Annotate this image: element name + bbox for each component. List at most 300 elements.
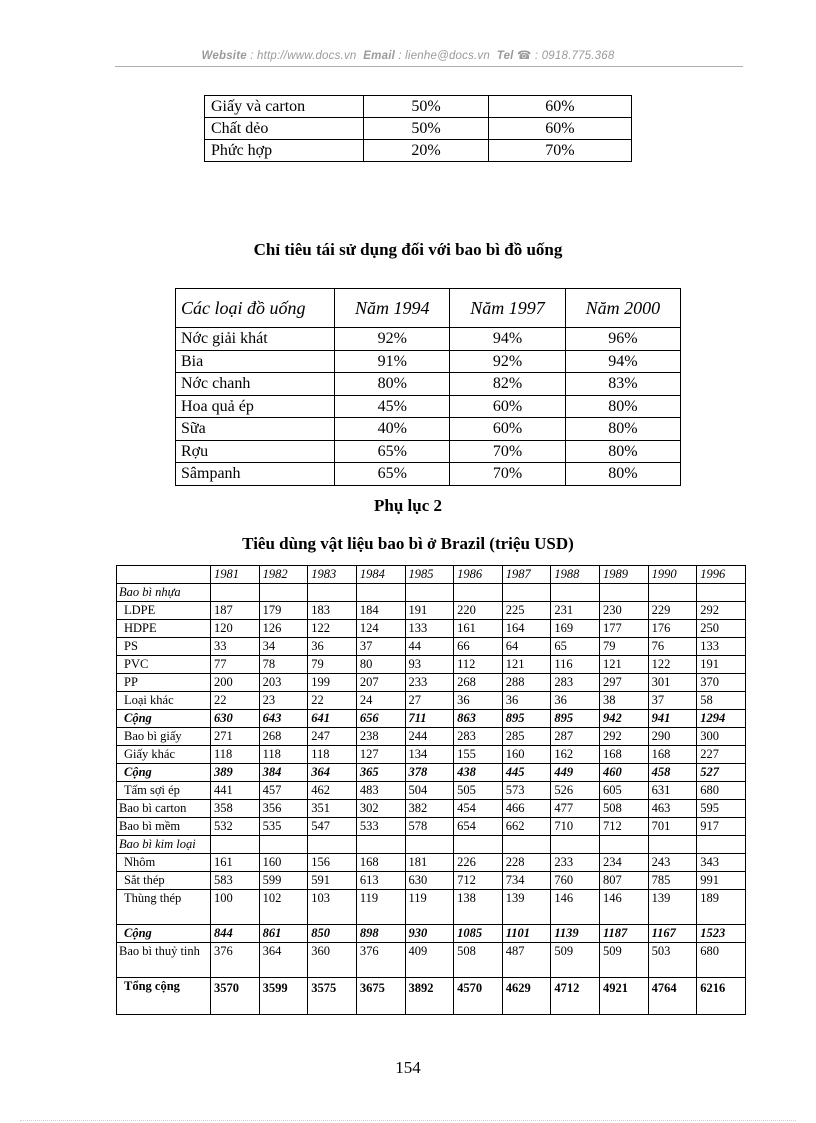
value-cell: 36 — [454, 692, 503, 710]
value-cell — [356, 584, 405, 602]
value-cell: 37 — [356, 638, 405, 656]
percent-cell: 82% — [450, 373, 565, 396]
value-cell: 290 — [648, 728, 697, 746]
column-header: Năm 2000 — [565, 289, 680, 328]
value-cell — [502, 836, 551, 854]
value-cell: 164 — [502, 620, 551, 638]
table-row — [117, 782, 746, 800]
value-cell: 477 — [551, 800, 600, 818]
value-cell: 233 — [405, 674, 454, 692]
value-cell: 119 — [356, 890, 405, 925]
value-cell: 127 — [356, 746, 405, 764]
value-cell: 630 — [211, 710, 260, 728]
value-cell: 121 — [600, 656, 649, 674]
value-cell — [405, 584, 454, 602]
value-cell: 155 — [454, 746, 503, 764]
value-cell: 169 — [551, 620, 600, 638]
table-row — [205, 140, 632, 162]
value-cell: 734 — [502, 872, 551, 890]
year-header: 1987 — [502, 566, 551, 584]
tel-label: Tel — [496, 50, 514, 62]
beverage-label: Sâmpanh — [176, 463, 335, 486]
value-cell: 118 — [259, 746, 308, 764]
percent-cell: 96% — [565, 328, 680, 351]
table-row — [117, 854, 746, 872]
value-cell: 146 — [600, 890, 649, 925]
value-cell: 160 — [502, 746, 551, 764]
table-row — [117, 800, 746, 818]
value-cell: 126 — [259, 620, 308, 638]
value-cell: 942 — [600, 710, 649, 728]
value-cell: 509 — [551, 943, 600, 978]
value-cell: 122 — [308, 620, 357, 638]
value-cell: 168 — [648, 746, 697, 764]
value-cell: 4570 — [454, 978, 503, 1015]
year-header: 1985 — [405, 566, 454, 584]
percent-cell: 20% — [364, 140, 489, 162]
value-cell: 3570 — [211, 978, 260, 1015]
value-cell: 191 — [405, 602, 454, 620]
value-cell: 292 — [600, 728, 649, 746]
value-cell: 463 — [648, 800, 697, 818]
value-cell: 487 — [502, 943, 551, 978]
value-cell: 287 — [551, 728, 600, 746]
material-label: Chất dẻo — [205, 118, 364, 140]
value-cell: 36 — [308, 638, 357, 656]
row-label: PP — [117, 674, 211, 692]
value-cell: 384 — [259, 764, 308, 782]
value-cell: 4712 — [551, 978, 600, 1015]
value-cell — [697, 836, 746, 854]
beverage-label: Sữa — [176, 418, 335, 441]
value-cell: 364 — [308, 764, 357, 782]
table-row — [117, 872, 746, 890]
value-cell: 80 — [356, 656, 405, 674]
value-cell: 917 — [697, 818, 746, 836]
value-cell — [211, 836, 260, 854]
value-cell: 271 — [211, 728, 260, 746]
value-cell: 93 — [405, 656, 454, 674]
value-cell: 199 — [308, 674, 357, 692]
value-cell — [502, 584, 551, 602]
value-cell: 189 — [697, 890, 746, 925]
row-label: PS — [117, 638, 211, 656]
row-label: Cộng — [117, 925, 211, 943]
value-cell: 181 — [405, 854, 454, 872]
percent-cell: 40% — [335, 418, 450, 441]
value-cell — [308, 836, 357, 854]
table-row — [117, 818, 746, 836]
percent-cell: 92% — [335, 328, 450, 351]
value-cell — [551, 836, 600, 854]
table-row — [176, 373, 681, 396]
value-cell: 231 — [551, 602, 600, 620]
value-cell: 1167 — [648, 925, 697, 943]
value-cell: 680 — [697, 782, 746, 800]
value-cell: 351 — [308, 800, 357, 818]
percent-cell: 92% — [450, 350, 565, 373]
year-header: 1982 — [259, 566, 308, 584]
value-cell: 382 — [405, 800, 454, 818]
email-label: Email — [363, 50, 395, 62]
value-cell: 654 — [454, 818, 503, 836]
value-cell: 760 — [551, 872, 600, 890]
column-header: Năm 1994 — [335, 289, 450, 328]
value-cell: 438 — [454, 764, 503, 782]
beverage-label: Hoa quả ép — [176, 395, 335, 418]
value-cell: 605 — [600, 782, 649, 800]
value-cell: 505 — [454, 782, 503, 800]
value-cell: 535 — [259, 818, 308, 836]
percent-cell: 60% — [488, 96, 631, 118]
value-cell: 79 — [600, 638, 649, 656]
value-cell: 710 — [551, 818, 600, 836]
value-cell: 656 — [356, 710, 405, 728]
tel-value: ☎ : 0918.775.368 — [516, 50, 615, 62]
year-header: 1989 — [600, 566, 649, 584]
value-cell: 300 — [697, 728, 746, 746]
appendix-heading: Phụ lục 2 — [373, 496, 443, 515]
value-cell: 118 — [211, 746, 260, 764]
year-header: 1984 — [356, 566, 405, 584]
value-cell: 4921 — [600, 978, 649, 1015]
beverage-label: Rợu — [176, 440, 335, 463]
value-cell: 358 — [211, 800, 260, 818]
value-cell: 161 — [454, 620, 503, 638]
value-cell: 527 — [697, 764, 746, 782]
value-cell: 460 — [600, 764, 649, 782]
row-label: Loại khác — [117, 692, 211, 710]
value-cell: 77 — [211, 656, 260, 674]
value-cell: 701 — [648, 818, 697, 836]
value-cell: 139 — [648, 890, 697, 925]
value-cell: 863 — [454, 710, 503, 728]
value-cell: 376 — [211, 943, 260, 978]
value-cell: 38 — [600, 692, 649, 710]
percent-cell: 80% — [565, 395, 680, 418]
value-cell: 288 — [502, 674, 551, 692]
value-cell: 243 — [648, 854, 697, 872]
value-cell: 146 — [551, 890, 600, 925]
value-cell: 526 — [551, 782, 600, 800]
value-cell: 643 — [259, 710, 308, 728]
value-cell: 599 — [259, 872, 308, 890]
value-cell: 6216 — [697, 978, 746, 1015]
row-label: Bao bì kim loại — [117, 836, 211, 854]
value-cell: 895 — [551, 710, 600, 728]
table-row — [117, 746, 746, 764]
percent-cell: 70% — [450, 440, 565, 463]
value-cell: 292 — [697, 602, 746, 620]
brazil-table-title: Tiêu dùng vật liệu bao bì ở Brazil (triệu USD) — [242, 534, 574, 553]
value-cell: 34 — [259, 638, 308, 656]
value-cell: 102 — [259, 890, 308, 925]
value-cell: 79 — [308, 656, 357, 674]
row-label: LDPE — [117, 602, 211, 620]
value-cell: 58 — [697, 692, 746, 710]
value-cell: 283 — [454, 728, 503, 746]
value-cell: 65 — [551, 638, 600, 656]
value-cell: 134 — [405, 746, 454, 764]
percent-cell: 45% — [335, 395, 450, 418]
value-cell: 711 — [405, 710, 454, 728]
percent-cell: 50% — [364, 96, 489, 118]
row-label: Cộng — [117, 764, 211, 782]
percent-cell: 70% — [450, 463, 565, 486]
value-cell: 3599 — [259, 978, 308, 1015]
value-cell: 118 — [308, 746, 357, 764]
value-cell: 370 — [697, 674, 746, 692]
value-cell: 508 — [600, 800, 649, 818]
table-row — [176, 328, 681, 351]
table-row — [117, 836, 746, 854]
value-cell: 861 — [259, 925, 308, 943]
percent-cell: 91% — [335, 350, 450, 373]
value-cell: 138 — [454, 890, 503, 925]
row-label: Cộng — [117, 710, 211, 728]
row-label: Giấy khác — [117, 746, 211, 764]
value-cell: 227 — [697, 746, 746, 764]
beverage-label: Nớc chanh — [176, 373, 335, 396]
corner-cell — [117, 566, 211, 584]
value-cell: 712 — [454, 872, 503, 890]
value-cell: 226 — [454, 854, 503, 872]
value-cell: 462 — [308, 782, 357, 800]
value-cell: 850 — [308, 925, 357, 943]
beverage-reuse-table — [175, 288, 681, 486]
value-cell: 389 — [211, 764, 260, 782]
website-value[interactable]: : http://www.docs.vn — [250, 50, 357, 62]
value-cell: 508 — [454, 943, 503, 978]
value-cell: 225 — [502, 602, 551, 620]
website-label: Website — [201, 50, 247, 62]
header-divider — [115, 66, 743, 67]
value-cell: 247 — [308, 728, 357, 746]
table-row — [205, 118, 632, 140]
value-cell: 27 — [405, 692, 454, 710]
value-cell: 503 — [648, 943, 697, 978]
table-row — [117, 674, 746, 692]
value-cell: 483 — [356, 782, 405, 800]
row-label: HDPE — [117, 620, 211, 638]
percent-cell: 80% — [565, 440, 680, 463]
percent-cell: 60% — [488, 118, 631, 140]
value-cell: 504 — [405, 782, 454, 800]
percent-cell: 60% — [450, 395, 565, 418]
value-cell — [551, 584, 600, 602]
value-cell: 156 — [308, 854, 357, 872]
value-cell: 176 — [648, 620, 697, 638]
value-cell: 365 — [356, 764, 405, 782]
value-cell: 630 — [405, 872, 454, 890]
value-cell: 187 — [211, 602, 260, 620]
value-cell: 4629 — [502, 978, 551, 1015]
table-row — [117, 602, 746, 620]
value-cell: 991 — [697, 872, 746, 890]
value-cell: 191 — [697, 656, 746, 674]
value-cell: 162 — [551, 746, 600, 764]
value-cell: 124 — [356, 620, 405, 638]
value-cell: 230 — [600, 602, 649, 620]
value-cell: 119 — [405, 890, 454, 925]
value-cell — [308, 584, 357, 602]
year-header: 1981 — [211, 566, 260, 584]
value-cell: 234 — [600, 854, 649, 872]
value-cell — [211, 584, 260, 602]
value-cell: 533 — [356, 818, 405, 836]
table-row — [117, 728, 746, 746]
grand-total-row — [117, 978, 746, 1015]
value-cell: 112 — [454, 656, 503, 674]
value-cell: 1085 — [454, 925, 503, 943]
value-cell: 3892 — [405, 978, 454, 1015]
table-row — [117, 692, 746, 710]
value-cell: 161 — [211, 854, 260, 872]
value-cell — [697, 584, 746, 602]
value-cell: 160 — [259, 854, 308, 872]
value-cell: 454 — [454, 800, 503, 818]
row-label: Thùng thép — [117, 890, 211, 925]
percent-cell: 83% — [565, 373, 680, 396]
value-cell: 297 — [600, 674, 649, 692]
value-cell: 844 — [211, 925, 260, 943]
value-cell: 302 — [356, 800, 405, 818]
value-cell: 1139 — [551, 925, 600, 943]
row-label: Tấm sợi ép — [117, 782, 211, 800]
value-cell — [648, 584, 697, 602]
year-header: 1990 — [648, 566, 697, 584]
value-cell: 445 — [502, 764, 551, 782]
percent-cell: 70% — [488, 140, 631, 162]
value-cell: 449 — [551, 764, 600, 782]
row-label: Sắt thép — [117, 872, 211, 890]
value-cell: 458 — [648, 764, 697, 782]
value-cell: 200 — [211, 674, 260, 692]
table-row — [117, 943, 746, 978]
value-cell: 103 — [308, 890, 357, 925]
value-cell: 378 — [405, 764, 454, 782]
table-row — [117, 584, 746, 602]
percent-cell: 65% — [335, 463, 450, 486]
value-cell — [454, 836, 503, 854]
value-cell: 785 — [648, 872, 697, 890]
value-cell: 1294 — [697, 710, 746, 728]
year-header: 1988 — [551, 566, 600, 584]
value-cell: 168 — [600, 746, 649, 764]
value-cell: 268 — [259, 728, 308, 746]
value-cell: 941 — [648, 710, 697, 728]
value-cell: 133 — [405, 620, 454, 638]
value-cell: 807 — [600, 872, 649, 890]
percent-cell: 60% — [450, 418, 565, 441]
row-label: Tổng cộng — [117, 978, 211, 1015]
value-cell: 1187 — [600, 925, 649, 943]
subtotal-row — [117, 764, 746, 782]
value-cell — [600, 584, 649, 602]
value-cell — [648, 836, 697, 854]
value-cell: 168 — [356, 854, 405, 872]
value-cell: 583 — [211, 872, 260, 890]
value-cell: 22 — [211, 692, 260, 710]
value-cell: 66 — [454, 638, 503, 656]
year-header: 1996 — [697, 566, 746, 584]
brazil-packaging-table — [116, 565, 746, 1015]
value-cell: 578 — [405, 818, 454, 836]
value-cell: 285 — [502, 728, 551, 746]
value-cell: 268 — [454, 674, 503, 692]
percent-cell: 80% — [565, 418, 680, 441]
column-header: Năm 1997 — [450, 289, 565, 328]
year-header: 1986 — [454, 566, 503, 584]
value-cell — [259, 584, 308, 602]
value-cell: 179 — [259, 602, 308, 620]
value-cell: 233 — [551, 854, 600, 872]
value-cell: 1523 — [697, 925, 746, 943]
value-cell: 177 — [600, 620, 649, 638]
value-cell: 220 — [454, 602, 503, 620]
year-header: 1983 — [308, 566, 357, 584]
table-row — [176, 463, 681, 486]
value-cell: 356 — [259, 800, 308, 818]
value-cell: 343 — [697, 854, 746, 872]
row-label: Bao bì thuỷ tinh — [117, 943, 211, 978]
value-cell: 76 — [648, 638, 697, 656]
value-cell: 409 — [405, 943, 454, 978]
value-cell: 228 — [502, 854, 551, 872]
percent-cell: 50% — [364, 118, 489, 140]
value-cell: 139 — [502, 890, 551, 925]
value-cell: 36 — [502, 692, 551, 710]
value-cell: 662 — [502, 818, 551, 836]
row-label: Bao bì nhựa — [117, 584, 211, 602]
value-cell — [600, 836, 649, 854]
table-row — [117, 656, 746, 674]
percent-cell: 65% — [335, 440, 450, 463]
value-cell — [405, 836, 454, 854]
table-row — [176, 440, 681, 463]
value-cell: 78 — [259, 656, 308, 674]
material-label: Giấy và carton — [205, 96, 364, 118]
value-cell: 244 — [405, 728, 454, 746]
percent-cell: 94% — [565, 350, 680, 373]
year-header-row — [117, 566, 746, 584]
value-cell: 595 — [697, 800, 746, 818]
value-cell: 22 — [308, 692, 357, 710]
value-cell: 895 — [502, 710, 551, 728]
value-cell: 3575 — [308, 978, 357, 1015]
footer-divider — [20, 1120, 796, 1121]
value-cell: 229 — [648, 602, 697, 620]
value-cell: 1101 — [502, 925, 551, 943]
row-label: Bao bì mềm — [117, 818, 211, 836]
column-header: Các loại đồ uống — [176, 289, 335, 328]
value-cell: 641 — [308, 710, 357, 728]
value-cell: 23 — [259, 692, 308, 710]
value-cell: 33 — [211, 638, 260, 656]
value-cell: 4764 — [648, 978, 697, 1015]
percent-cell: 80% — [335, 373, 450, 396]
table-row — [176, 395, 681, 418]
value-cell: 44 — [405, 638, 454, 656]
value-cell: 301 — [648, 674, 697, 692]
value-cell: 184 — [356, 602, 405, 620]
value-cell — [356, 836, 405, 854]
value-cell: 364 — [259, 943, 308, 978]
value-cell: 466 — [502, 800, 551, 818]
email-value[interactable]: : lienhe@docs.vn — [398, 50, 490, 62]
material-label: Phức hợp — [205, 140, 364, 162]
value-cell: 100 — [211, 890, 260, 925]
